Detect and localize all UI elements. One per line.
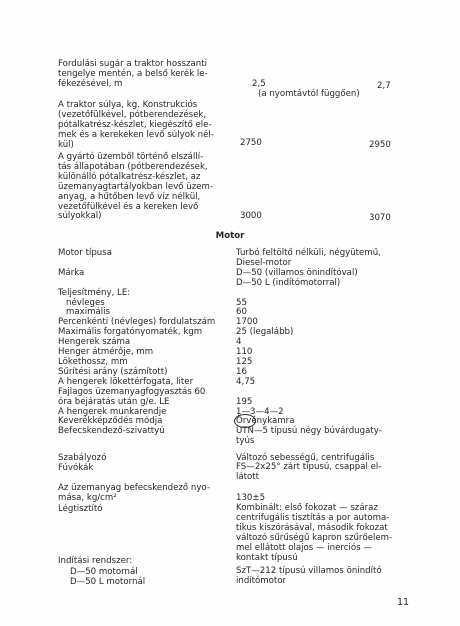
fuel-consumption-value: 195 [236, 396, 253, 407]
injection-pressure-value: 130±5 [236, 493, 266, 503]
weight-label: A traktor súlya, kg. Konstrukciós (vezetőfülkével, pótberendezések, pótalkatrész-készlet, kiegészítő ele- mek és a kerekeken levő súlyok nél- kül) [58, 100, 214, 150]
regulator-value: Változó sebességű, centrifugális [236, 453, 375, 463]
turning-radius-value-a: 2,5 [252, 79, 266, 89]
turning-radius-value-b: 2,7 [377, 81, 391, 91]
injection-pressure-label: Az üzemanyag befecskendező nyo- mása, kg/cm² [58, 483, 210, 503]
weight-value-a: 2750 [240, 138, 262, 148]
starter-value: SzT—212 típusú villamos önindító indítómotor [236, 566, 382, 586]
weight-value-b: 2950 [369, 140, 391, 150]
motor-spec-values: Turbó feltöltő nélküli, négyütemű, Diesel-motor D—50 (villamos önindítóval) D—50 L (indítómotorral) 55 60 1700 25 (legalább) 4 110 125 16 4,75 195 1—3—4—2 Örvénykamra UTN—5 típusú négy búvárdugaty- tyús [236, 249, 412, 447]
turning-radius-note: (a nyomtávtól függően) [258, 89, 360, 99]
handwritten-circle-mark [234, 414, 256, 428]
shipping-weight-label: A gyártó üzemből történő elszállí- tás állapotában (pótberendezések, különálló pótalkatrész-készlet, az üzemanyagtartályokban levő üzem- anyag, a hűtőben levő víz nélkül, vezetőfülkével és a kereken levő súlyokkal) [58, 152, 214, 222]
nozzles-label: Fúvókák [58, 463, 94, 473]
section-title: Motor [215, 231, 245, 241]
nozzles-value: FS—2x25° zárt típusú, csappal el- látott [236, 462, 382, 482]
start-system-d50: D—50 motornál [70, 567, 138, 577]
turning-radius-label: Fordulási sugár a traktor hosszanti tengelye mentén, a belső kerék le- fékezésével, m [58, 59, 208, 89]
air-filter-label: Légtisztító [58, 504, 103, 514]
start-system-d50l: D—50 L motornál [70, 577, 146, 587]
air-filter-value: Kombinált: első fokozat — száraz centrifugális tisztítás a por automa- tikus kiszórásával, második fokozat változó sűrűségű kapron szűrőelem- mel ellátott olajos — inerciós — kontakt típusú [236, 503, 393, 563]
shipping-weight-value-b: 3070 [369, 213, 391, 223]
regulator-label: Szabályozó [58, 453, 107, 463]
start-system-label: Indítási rendszer: [58, 556, 133, 566]
page-number: 11 [397, 597, 410, 608]
motor-spec-labels: Motor típusa Márka Teljesítmény, LE: névleges maximális Percenkénti (névleges) fordulatszám Maximális forgatónyomaték, kgm Hengerek száma Henger átmérője, mm Lökethossz, mm Sűrítési arány (számított) A hengerek lökettérfogata, liter Fajlagos üzemanyagfogyasztás 60 óra bejáratás után g/e. LE A hengerek munkarendje Keverékképződés módja Befecskendező-szivattyú [58, 248, 216, 437]
shipping-weight-value-a: 3000 [240, 211, 262, 221]
